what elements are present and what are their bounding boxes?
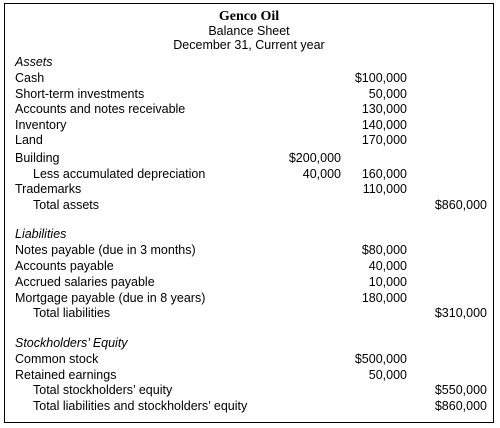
depreciation-label: Less accumulated depreciation	[33, 167, 206, 181]
accounts-payable-amount: 40,000	[368, 259, 407, 273]
land-row	[5, 132, 493, 148]
balance-sheet	[4, 3, 494, 423]
accrued-salaries-amount: 10,000	[368, 275, 407, 289]
total-liabilities-row	[5, 305, 493, 321]
accrued-salaries-label: Accrued salaries payable	[15, 275, 155, 289]
receivables-row	[5, 101, 493, 117]
building-net-amount: 160,000	[361, 167, 407, 181]
total-equity-amount: $550,000	[434, 383, 487, 397]
inventory-label: Inventory	[15, 118, 67, 132]
trademarks-amount: 110,000	[362, 182, 407, 196]
statement-date: December 31, Current year	[173, 38, 325, 52]
mortgage-payable-amount: 180,000	[361, 291, 407, 305]
company-name: Genco Oil	[218, 9, 280, 24]
notes-payable-amount: $80,000	[361, 243, 407, 257]
receivables-amount: 130,000	[361, 102, 407, 116]
mortgage-payable-label: Mortgage payable (due in 8 years)	[15, 291, 206, 305]
building-row	[5, 150, 493, 166]
total-equity-row	[5, 382, 493, 398]
trademarks-label: Trademarks	[15, 182, 82, 196]
total-equity-label: Total stockholders’ equity	[33, 383, 173, 397]
common-stock-label: Common stock	[15, 352, 99, 366]
equity-heading: Stockholders’ Equity	[15, 336, 128, 350]
grand-total-label: Total liabilities and stockholders’ equity	[33, 399, 248, 413]
mortgage-payable-row	[5, 290, 493, 306]
accounts-payable-label: Accounts payable	[15, 259, 114, 273]
total-assets-label: Total assets	[33, 198, 100, 212]
statement-title: Balance Sheet	[208, 24, 290, 38]
inventory-row	[5, 117, 493, 133]
retained-earnings-amount: 50,000	[368, 368, 407, 382]
notes-payable-row	[5, 242, 493, 258]
total-liabilities-amount: $310,000	[434, 306, 487, 320]
assets-heading: Assets	[15, 55, 53, 69]
retained-earnings-row	[5, 367, 493, 383]
inventory-amount: 140,000	[361, 118, 407, 132]
assets-heading-row	[5, 54, 493, 70]
grand-total-row	[5, 398, 493, 414]
liabilities-heading-row	[5, 226, 493, 242]
short-term-investments-row	[5, 86, 493, 102]
cash-label: Cash	[15, 71, 45, 85]
total-assets-amount: $860,000	[434, 198, 487, 212]
short-term-investments-label: Short-term investments	[15, 87, 145, 101]
cash-row	[5, 70, 493, 86]
building-gross-amount: $200,000	[288, 151, 341, 165]
depreciation-amount: 40,000	[302, 167, 341, 181]
receivables-label: Accounts and notes receivable	[15, 102, 186, 116]
grand-total-amount: $860,000	[434, 399, 487, 413]
total-assets-row	[5, 197, 493, 213]
liabilities-heading: Liabilities	[15, 227, 67, 241]
building-label: Building	[15, 151, 60, 165]
trademarks-row	[5, 181, 493, 197]
common-stock-amount: $500,000	[354, 352, 407, 366]
equity-heading-row	[5, 335, 493, 351]
common-stock-row	[5, 351, 493, 367]
notes-payable-label: Notes payable (due in 3 months)	[15, 243, 196, 257]
land-amount: 170,000	[361, 133, 407, 147]
accounts-payable-row	[5, 258, 493, 274]
short-term-investments-amount: 50,000	[368, 87, 407, 101]
cash-amount: $100,000	[354, 71, 407, 85]
retained-earnings-label: Retained earnings	[15, 368, 117, 382]
accrued-salaries-row	[5, 274, 493, 290]
total-liabilities-label: Total liabilities	[33, 306, 111, 320]
land-label: Land	[15, 133, 43, 147]
depreciation-row	[5, 166, 493, 182]
